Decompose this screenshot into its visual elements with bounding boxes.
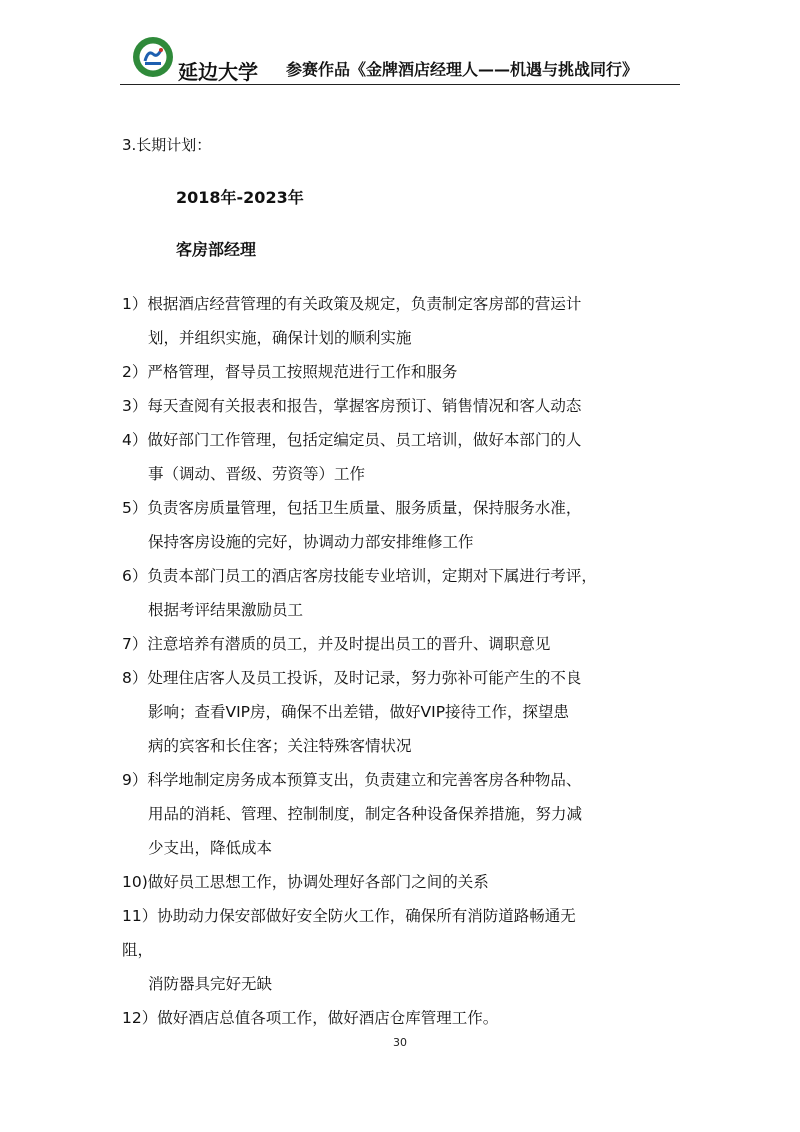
- duty-line: 划，并组织实施，确保计划的顺利实施: [148, 329, 412, 347]
- duty-line: 5）负责客房质量管理，包括卫生质量、服务质量，保持服务水准，: [122, 499, 582, 517]
- duty-line: 8）处理住店客人及员工投诉，及时记录，努力弥补可能产生的不良: [122, 669, 582, 687]
- duty-list: [122, 287, 702, 1035]
- duty-line: 消防器具完好无缺: [148, 975, 273, 993]
- duty-line: 用品的消耗、管理、控制制度，制定各种设备保养措施，努力减: [148, 805, 583, 823]
- duty-line: 3）每天查阅有关报表和报告，掌握客房预订、销售情况和客人动态: [122, 397, 582, 415]
- duty-line: 阻，: [122, 941, 154, 959]
- duty-line: 病的宾客和长住客；关注特殊客情状况: [148, 737, 412, 755]
- page-number: 30: [393, 1036, 407, 1049]
- duty-line: 11）协助动力保安部做好安全防火工作，确保所有消防道路畅通无: [122, 907, 576, 925]
- duty-line: 10)做好员工思想工作，协调处理好各部门之间的关系: [122, 873, 489, 891]
- university-logo-icon: [132, 36, 174, 78]
- duty-line: 12）做好酒店总值各项工作，做好酒店仓库管理工作。: [122, 1009, 499, 1027]
- document-title: 参赛作品《金牌酒店经理人——机遇与挑战同行》: [286, 60, 639, 79]
- header-divider: [120, 84, 680, 85]
- plan-period: 2018年-2023年: [176, 188, 304, 207]
- duty-line: 1）根据酒店经营管理的有关政策及规定，负责制定客房部的营运计: [122, 295, 582, 313]
- duty-line: 事（调动、晋级、劳资等）工作: [148, 465, 366, 483]
- section-heading: 3.长期计划：: [122, 136, 212, 154]
- duty-line: 影响；查看VIP房，确保不出差错，做好VIP接待工作，探望患: [148, 703, 570, 721]
- page-header: [120, 32, 680, 88]
- duty-line: 7）注意培养有潜质的员工，并及时提出员工的晋升、调职意见: [122, 635, 551, 653]
- duty-line: 少支出，降低成本: [148, 839, 273, 857]
- duty-line: 6）负责本部门员工的酒店客房技能专业培训，定期对下属进行考评，: [122, 567, 597, 585]
- job-title: 客房部经理: [176, 240, 257, 259]
- duty-line: 9）科学地制定房务成本预算支出，负责建立和完善客房各种物品、: [122, 771, 582, 789]
- university-name: 延边大学: [178, 60, 258, 84]
- duty-line: 2）严格管理，督导员工按照规范进行工作和服务: [122, 363, 458, 381]
- duty-line: 保持客房设施的完好，协调动力部安排维修工作: [148, 533, 474, 551]
- duty-line: 4）做好部门工作管理，包括定编定员、员工培训，做好本部门的人: [122, 431, 582, 449]
- duty-line: 根据考评结果激励员工: [148, 601, 304, 619]
